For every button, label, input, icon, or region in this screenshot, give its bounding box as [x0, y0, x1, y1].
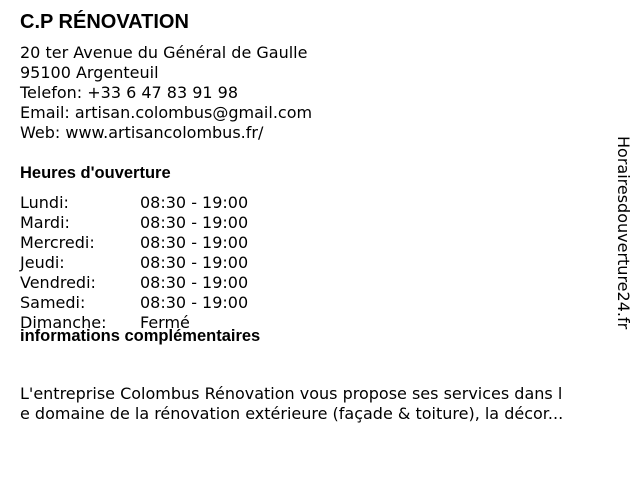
business-description [20, 384, 620, 424]
hours-row [20, 213, 320, 233]
email-line: Email: artisan.colombus@gmail.com [20, 103, 313, 122]
day-label: Dimanche: [20, 313, 107, 332]
time-value: 08:30 - 19:00 [140, 213, 249, 232]
day-label: Jeudi: [20, 253, 65, 272]
time-value: 08:30 - 19:00 [140, 273, 249, 292]
hours-row [20, 193, 320, 213]
address-line-2: 95100 Argenteuil [20, 63, 159, 82]
hours-row [20, 253, 320, 273]
day-label: Samedi: [20, 293, 86, 312]
day-label: Mercredi: [20, 233, 95, 252]
business-name: C.P RÉNOVATION [20, 11, 189, 33]
contact-block [20, 43, 312, 143]
hours-row [20, 293, 320, 313]
phone-line: Telefon: +33 6 47 83 91 98 [20, 83, 239, 102]
description-line-2: e domaine de la rénovation extérieure (façade & toiture), la décor... [20, 404, 564, 423]
web-line: Web: www.artisancolombus.fr/ [20, 123, 264, 142]
time-value: 08:30 - 19:00 [140, 193, 249, 212]
day-label: Lundi: [20, 193, 69, 212]
address-line-1: 20 ter Avenue du Général de Gaulle [20, 43, 308, 62]
hours-row [20, 273, 320, 293]
time-value: 08:30 - 19:00 [140, 233, 249, 252]
additional-info-heading: informations complémentaires [20, 327, 261, 345]
day-label: Mardi: [20, 213, 70, 232]
time-value: 08:30 - 19:00 [140, 253, 249, 272]
site-watermark: Horairesdouverture24.fr [614, 136, 633, 330]
time-value: Fermé [140, 313, 190, 332]
opening-hours-table [20, 193, 320, 333]
opening-hours-heading: Heures d'ouverture [20, 164, 171, 182]
hours-row [20, 233, 320, 253]
description-line-1: L'entreprise Colombus Rénovation vous propose ses services dans l [20, 384, 563, 403]
time-value: 08:30 - 19:00 [140, 293, 249, 312]
day-label: Vendredi: [20, 273, 96, 292]
